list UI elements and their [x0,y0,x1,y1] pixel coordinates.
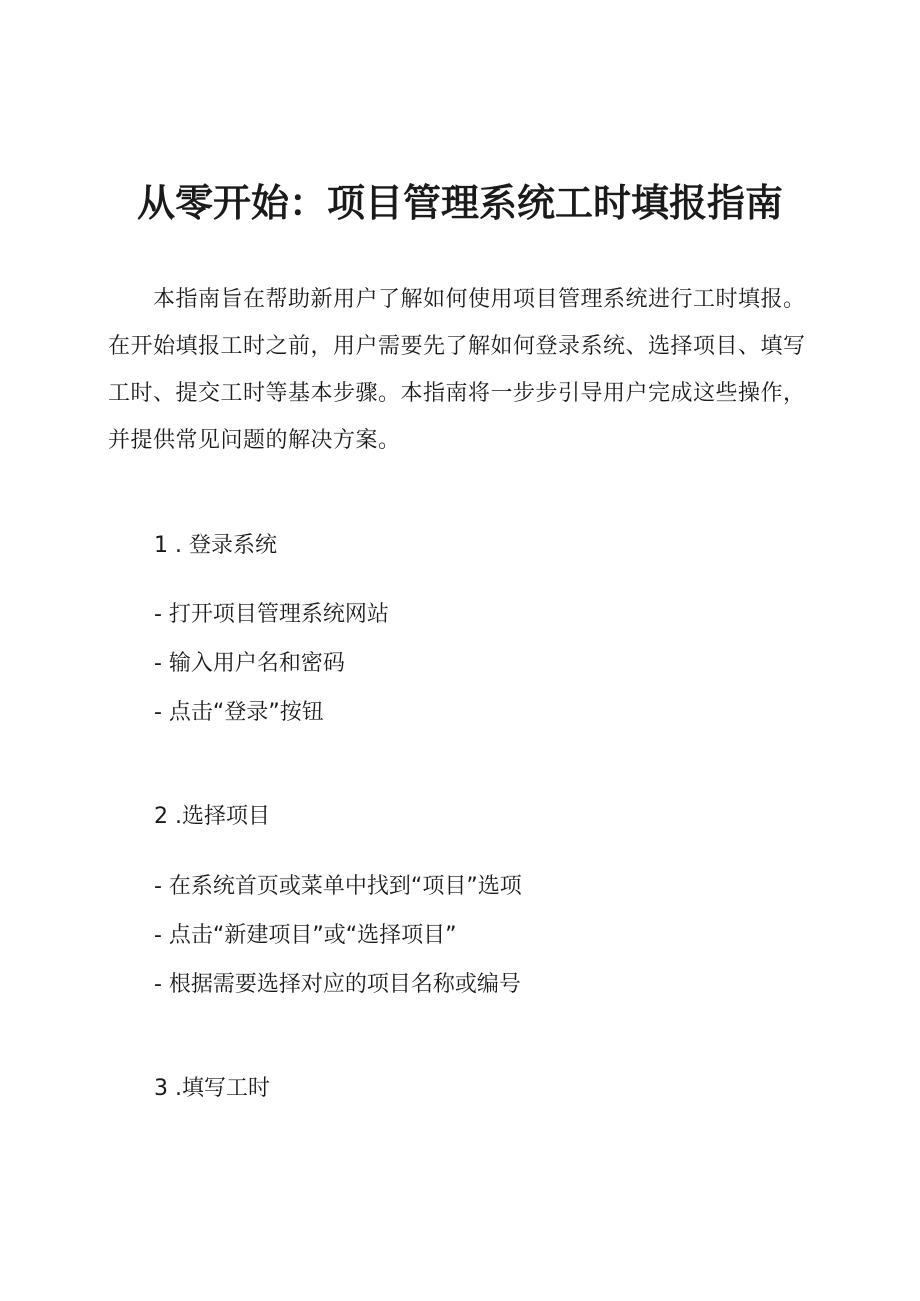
list-item: - 在系统首页或菜单中找到“项目”选项 [154,874,522,899]
list-item: - 点击“登录”按钮 [154,700,324,725]
list-item: - 点击“新建项目”或“选择项目” [154,923,457,948]
page-title: 从零开始：项目管理系统工时填报指南 [136,181,783,225]
list-item: - 输入用户名和密码 [154,651,345,676]
section-heading-fill-hours: 3 .填写工时 [154,1076,270,1101]
section-heading-login: 1 . 登录系统 [154,533,277,558]
list-item: - 根据需要选择对应的项目名称或编号 [154,972,521,997]
section-heading-select-project: 2 .选择项目 [154,804,270,829]
intro-paragraph: 本指南旨在帮助新用户了解如何使用项目管理系统进行工时填报。在开始填报工时之前，用户需要先了解如何登录系统、选择项目、填写工时、提交工时等基本步骤。本指南将一步步引导用户完成这些操作，并提供常见问题的解决方案。 [108,287,806,453]
list-item: - 打开项目管理系统网站 [154,602,389,627]
